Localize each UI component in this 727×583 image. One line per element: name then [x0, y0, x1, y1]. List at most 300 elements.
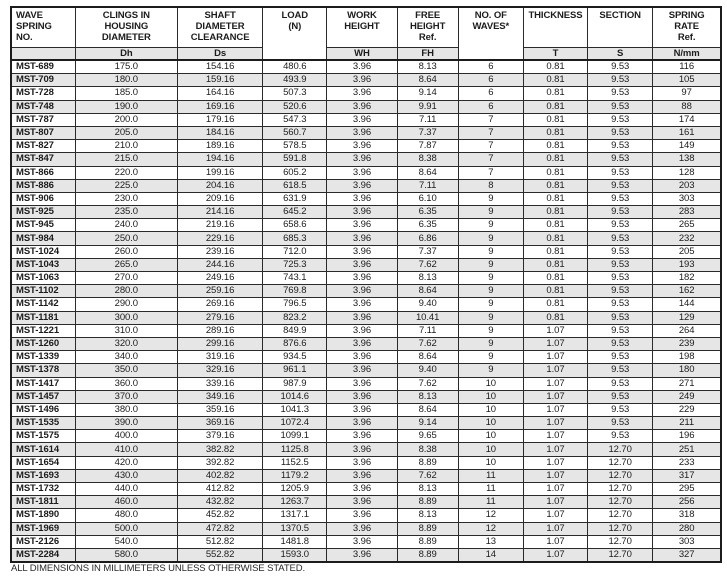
column-subheader-section: S — [588, 48, 653, 61]
value-cell: 380.0 — [75, 403, 177, 416]
part-number-cell: MST-748 — [11, 100, 75, 113]
value-cell: 225.0 — [75, 179, 177, 192]
column-subheader-shaft-diameter-clearance: Ds — [177, 48, 262, 61]
value-cell: 7 — [458, 113, 523, 126]
value-cell: 1.07 — [523, 548, 587, 562]
value-cell: 9.53 — [588, 179, 653, 192]
table-row — [11, 206, 721, 219]
value-cell: 12.70 — [588, 522, 653, 535]
value-cell: 382.82 — [177, 443, 262, 456]
value-cell: 9.14 — [397, 87, 458, 100]
part-number-cell: MST-1890 — [11, 509, 75, 522]
value-cell: 240.0 — [75, 219, 177, 232]
value-cell: 3.96 — [327, 272, 397, 285]
value-cell: 8.64 — [397, 74, 458, 87]
value-cell: 9 — [458, 192, 523, 205]
value-cell: 472.82 — [177, 522, 262, 535]
table-row — [11, 469, 721, 482]
part-number-cell: MST-787 — [11, 113, 75, 126]
column-subheader-wave-spring-no — [11, 48, 75, 61]
value-cell: 349.16 — [177, 390, 262, 403]
table-row — [11, 456, 721, 469]
part-number-cell: MST-2284 — [11, 548, 75, 562]
value-cell: 3.96 — [327, 206, 397, 219]
column-header-clings-in-housing-diameter: CLINGS IN HOUSING DIAMETER — [75, 7, 177, 48]
value-cell: 264 — [653, 324, 721, 337]
value-cell: 3.96 — [327, 351, 397, 364]
value-cell: 1.07 — [523, 535, 587, 548]
value-cell: 8 — [458, 179, 523, 192]
value-cell: 0.81 — [523, 272, 587, 285]
value-cell: 7.37 — [397, 245, 458, 258]
table-row — [11, 285, 721, 298]
value-cell: 1370.5 — [263, 522, 327, 535]
value-cell: 203 — [653, 179, 721, 192]
value-cell: 105 — [653, 74, 721, 87]
wave-spring-spec-table — [10, 6, 722, 563]
value-cell: 360.0 — [75, 377, 177, 390]
value-cell: 9.53 — [588, 272, 653, 285]
value-cell: 1.07 — [523, 522, 587, 535]
value-cell: 1179.2 — [263, 469, 327, 482]
value-cell: 128 — [653, 166, 721, 179]
value-cell: 295 — [653, 483, 721, 496]
value-cell: 3.96 — [327, 298, 397, 311]
value-cell: 402.82 — [177, 469, 262, 482]
value-cell: 3.96 — [327, 337, 397, 350]
value-cell: 7 — [458, 140, 523, 153]
table-body — [11, 60, 721, 562]
value-cell: 9.53 — [588, 337, 653, 350]
value-cell: 420.0 — [75, 456, 177, 469]
value-cell: 849.9 — [263, 324, 327, 337]
value-cell: 8.13 — [397, 272, 458, 285]
table-row — [11, 364, 721, 377]
table-row — [11, 324, 721, 337]
value-cell: 3.96 — [327, 377, 397, 390]
value-cell: 8.64 — [397, 166, 458, 179]
value-cell: 7 — [458, 153, 523, 166]
table-row — [11, 430, 721, 443]
part-number-cell: MST-1102 — [11, 285, 75, 298]
value-cell: 1.07 — [523, 417, 587, 430]
value-cell: 14 — [458, 548, 523, 562]
value-cell: 8.13 — [397, 483, 458, 496]
value-cell: 283 — [653, 206, 721, 219]
value-cell: 3.96 — [327, 535, 397, 548]
table-row — [11, 522, 721, 535]
value-cell: 370.0 — [75, 390, 177, 403]
value-cell: 3.96 — [327, 179, 397, 192]
value-cell: 232 — [653, 232, 721, 245]
value-cell: 9.53 — [588, 126, 653, 139]
value-cell: 8.89 — [397, 548, 458, 562]
value-cell: 410.0 — [75, 443, 177, 456]
value-cell: 3.96 — [327, 219, 397, 232]
value-cell: 480.6 — [263, 60, 327, 74]
value-cell: 9.53 — [588, 298, 653, 311]
value-cell: 9 — [458, 258, 523, 271]
value-cell: 1.07 — [523, 390, 587, 403]
value-cell: 9.53 — [588, 377, 653, 390]
column-header-spring-rate-ref: SPRING RATE Ref. — [653, 7, 721, 48]
value-cell: 359.16 — [177, 403, 262, 416]
value-cell: 211 — [653, 417, 721, 430]
value-cell: 1099.1 — [263, 430, 327, 443]
value-cell: 8.64 — [397, 351, 458, 364]
value-cell: 7.11 — [397, 113, 458, 126]
value-cell: 547.3 — [263, 113, 327, 126]
value-cell: 303 — [653, 192, 721, 205]
table-row — [11, 483, 721, 496]
value-cell: 0.81 — [523, 298, 587, 311]
value-cell: 9 — [458, 351, 523, 364]
part-number-cell: MST-1732 — [11, 483, 75, 496]
value-cell: 591.8 — [263, 153, 327, 166]
part-number-cell: MST-827 — [11, 140, 75, 153]
value-cell: 12.70 — [588, 509, 653, 522]
value-cell: 6 — [458, 60, 523, 74]
value-cell: 129 — [653, 311, 721, 324]
value-cell: 175.0 — [75, 60, 177, 74]
value-cell: 1125.8 — [263, 443, 327, 456]
value-cell: 9 — [458, 311, 523, 324]
value-cell: 1152.5 — [263, 456, 327, 469]
part-number-cell: MST-1496 — [11, 403, 75, 416]
value-cell: 1014.6 — [263, 390, 327, 403]
value-cell: 0.81 — [523, 219, 587, 232]
value-cell: 0.81 — [523, 100, 587, 113]
value-cell: 0.81 — [523, 74, 587, 87]
value-cell: 0.81 — [523, 192, 587, 205]
value-cell: 210.0 — [75, 140, 177, 153]
value-cell: 3.96 — [327, 100, 397, 113]
column-header-shaft-diameter-clearance: SHAFT DIAMETER CLEARANCE — [177, 7, 262, 48]
value-cell: 934.5 — [263, 351, 327, 364]
value-cell: 9.53 — [588, 166, 653, 179]
value-cell: 9 — [458, 364, 523, 377]
value-cell: 1.07 — [523, 443, 587, 456]
value-cell: 8.89 — [397, 456, 458, 469]
value-cell: 9.53 — [588, 324, 653, 337]
part-number-cell: MST-2126 — [11, 535, 75, 548]
value-cell: 144 — [653, 298, 721, 311]
table-row — [11, 192, 721, 205]
value-cell: 196 — [653, 430, 721, 443]
value-cell: 319.16 — [177, 351, 262, 364]
part-number-cell: MST-1457 — [11, 390, 75, 403]
value-cell: 10 — [458, 417, 523, 430]
value-cell: 987.9 — [263, 377, 327, 390]
value-cell: 249.16 — [177, 272, 262, 285]
value-cell: 0.81 — [523, 153, 587, 166]
table-row — [11, 403, 721, 416]
value-cell: 3.96 — [327, 74, 397, 87]
value-cell: 251 — [653, 443, 721, 456]
value-cell: 1.07 — [523, 456, 587, 469]
table-row — [11, 179, 721, 192]
value-cell: 12 — [458, 509, 523, 522]
column-header-free-height-ref: FREE HEIGHT Ref. — [397, 7, 458, 48]
part-number-cell: MST-1535 — [11, 417, 75, 430]
value-cell: 1.07 — [523, 496, 587, 509]
value-cell: 11 — [458, 496, 523, 509]
value-cell: 220.0 — [75, 166, 177, 179]
part-number-cell: MST-807 — [11, 126, 75, 139]
part-number-cell: MST-984 — [11, 232, 75, 245]
table-row — [11, 496, 721, 509]
value-cell: 161 — [653, 126, 721, 139]
part-number-cell: MST-728 — [11, 87, 75, 100]
value-cell: 7.11 — [397, 179, 458, 192]
value-cell: 580.0 — [75, 548, 177, 562]
value-cell: 9.53 — [588, 417, 653, 430]
value-cell: 9.53 — [588, 232, 653, 245]
column-subheader-thickness: T — [523, 48, 587, 61]
value-cell: 9 — [458, 219, 523, 232]
value-cell: 1205.9 — [263, 483, 327, 496]
value-cell: 1.07 — [523, 469, 587, 482]
value-cell: 552.82 — [177, 548, 262, 562]
value-cell: 618.5 — [263, 179, 327, 192]
value-cell: 392.82 — [177, 456, 262, 469]
value-cell: 265 — [653, 219, 721, 232]
value-cell: 9.53 — [588, 285, 653, 298]
value-cell: 769.8 — [263, 285, 327, 298]
value-cell: 10 — [458, 377, 523, 390]
value-cell: 1317.1 — [263, 509, 327, 522]
part-number-cell: MST-1024 — [11, 245, 75, 258]
value-cell: 3.96 — [327, 364, 397, 377]
value-cell: 3.96 — [327, 311, 397, 324]
value-cell: 239 — [653, 337, 721, 350]
value-cell: 1481.8 — [263, 535, 327, 548]
value-cell: 8.64 — [397, 285, 458, 298]
value-cell: 432.82 — [177, 496, 262, 509]
value-cell: 3.96 — [327, 60, 397, 74]
value-cell: 320.0 — [75, 337, 177, 350]
value-cell: 9 — [458, 232, 523, 245]
table-row — [11, 140, 721, 153]
column-subheader-free-height-ref: FH — [397, 48, 458, 61]
part-number-cell: MST-1260 — [11, 337, 75, 350]
part-number-cell: MST-886 — [11, 179, 75, 192]
value-cell: 317 — [653, 469, 721, 482]
value-cell: 9.53 — [588, 403, 653, 416]
value-cell: 3.96 — [327, 443, 397, 456]
value-cell: 8.13 — [397, 60, 458, 74]
value-cell: 7 — [458, 126, 523, 139]
value-cell: 9.91 — [397, 100, 458, 113]
value-cell: 658.6 — [263, 219, 327, 232]
table-row — [11, 60, 721, 74]
value-cell: 256 — [653, 496, 721, 509]
part-number-cell: MST-1575 — [11, 430, 75, 443]
value-cell: 9.53 — [588, 140, 653, 153]
value-cell: 280.0 — [75, 285, 177, 298]
value-cell: 244.16 — [177, 258, 262, 271]
value-cell: 3.96 — [327, 522, 397, 535]
value-cell: 1.07 — [523, 351, 587, 364]
value-cell: 219.16 — [177, 219, 262, 232]
value-cell: 280 — [653, 522, 721, 535]
value-cell: 9.65 — [397, 430, 458, 443]
value-cell: 823.2 — [263, 311, 327, 324]
value-cell: 3.96 — [327, 324, 397, 337]
value-cell: 12.70 — [588, 443, 653, 456]
value-cell: 214.16 — [177, 206, 262, 219]
part-number-cell: MST-906 — [11, 192, 75, 205]
value-cell: 493.9 — [263, 74, 327, 87]
value-cell: 725.3 — [263, 258, 327, 271]
value-cell: 3.96 — [327, 417, 397, 430]
value-cell: 162 — [653, 285, 721, 298]
value-cell: 400.0 — [75, 430, 177, 443]
value-cell: 289.16 — [177, 324, 262, 337]
value-cell: 9.40 — [397, 298, 458, 311]
value-cell: 9.53 — [588, 87, 653, 100]
table-head — [11, 7, 721, 60]
table-row — [11, 113, 721, 126]
value-cell: 327 — [653, 548, 721, 562]
value-cell: 3.96 — [327, 548, 397, 562]
value-cell: 9.53 — [588, 206, 653, 219]
value-cell: 9 — [458, 272, 523, 285]
value-cell: 230.0 — [75, 192, 177, 205]
table-row — [11, 126, 721, 139]
part-number-cell: MST-1043 — [11, 258, 75, 271]
part-number-cell: MST-1417 — [11, 377, 75, 390]
value-cell: 6 — [458, 74, 523, 87]
table-row — [11, 245, 721, 258]
value-cell: 7.11 — [397, 324, 458, 337]
value-cell: 9.53 — [588, 245, 653, 258]
part-number-cell: MST-945 — [11, 219, 75, 232]
table-row — [11, 509, 721, 522]
value-cell: 1.07 — [523, 483, 587, 496]
value-cell: 290.0 — [75, 298, 177, 311]
value-cell: 0.81 — [523, 311, 587, 324]
table-row — [11, 153, 721, 166]
value-cell: 194.16 — [177, 153, 262, 166]
value-cell: 10 — [458, 403, 523, 416]
value-cell: 3.96 — [327, 403, 397, 416]
value-cell: 159.16 — [177, 74, 262, 87]
value-cell: 169.16 — [177, 100, 262, 113]
value-cell: 9 — [458, 298, 523, 311]
dimensions-footnote: ALL DIMENSIONS IN MILLIMETERS UNLESS OTHERWISE STATED. — [11, 563, 306, 574]
value-cell: 6 — [458, 100, 523, 113]
table-row — [11, 311, 721, 324]
value-cell: 560.7 — [263, 126, 327, 139]
value-cell: 796.5 — [263, 298, 327, 311]
column-header-no-of-waves: NO. OF WAVES* — [458, 7, 523, 60]
value-cell: 430.0 — [75, 469, 177, 482]
table-row — [11, 87, 721, 100]
value-cell: 3.96 — [327, 469, 397, 482]
part-number-cell: MST-925 — [11, 206, 75, 219]
value-cell: 12.70 — [588, 483, 653, 496]
value-cell: 8.64 — [397, 403, 458, 416]
value-cell: 10.41 — [397, 311, 458, 324]
part-number-cell: MST-1142 — [11, 298, 75, 311]
value-cell: 9.40 — [397, 364, 458, 377]
part-number-cell: MST-1181 — [11, 311, 75, 324]
value-cell: 480.0 — [75, 509, 177, 522]
table-row — [11, 298, 721, 311]
value-cell: 0.81 — [523, 113, 587, 126]
table-row — [11, 417, 721, 430]
value-cell: 8.38 — [397, 443, 458, 456]
part-number-cell: MST-1339 — [11, 351, 75, 364]
value-cell: 12 — [458, 522, 523, 535]
value-cell: 0.81 — [523, 60, 587, 74]
value-cell: 329.16 — [177, 364, 262, 377]
value-cell: 11 — [458, 469, 523, 482]
table-row — [11, 219, 721, 232]
value-cell: 7.62 — [397, 469, 458, 482]
value-cell: 185.0 — [75, 87, 177, 100]
value-cell: 180.0 — [75, 74, 177, 87]
value-cell: 412.82 — [177, 483, 262, 496]
value-cell: 0.81 — [523, 285, 587, 298]
value-cell: 9 — [458, 285, 523, 298]
column-header-work-height: WORK HEIGHT — [327, 7, 397, 48]
table-row — [11, 100, 721, 113]
value-cell: 10 — [458, 456, 523, 469]
value-cell: 12.70 — [588, 496, 653, 509]
value-cell: 7.62 — [397, 377, 458, 390]
value-cell: 6.35 — [397, 206, 458, 219]
column-header-load-n: LOAD (N) — [263, 7, 327, 60]
value-cell: 3.96 — [327, 113, 397, 126]
value-cell: 9.53 — [588, 113, 653, 126]
value-cell: 299.16 — [177, 337, 262, 350]
value-cell: 9.53 — [588, 311, 653, 324]
value-cell: 507.3 — [263, 87, 327, 100]
value-cell: 1.07 — [523, 364, 587, 377]
table-row — [11, 443, 721, 456]
value-cell: 1.07 — [523, 324, 587, 337]
value-cell: 9.53 — [588, 153, 653, 166]
value-cell: 310.0 — [75, 324, 177, 337]
value-cell: 215.0 — [75, 153, 177, 166]
value-cell: 229 — [653, 403, 721, 416]
value-cell: 3.96 — [327, 126, 397, 139]
part-number-cell: MST-709 — [11, 74, 75, 87]
value-cell: 3.96 — [327, 87, 397, 100]
value-cell: 876.6 — [263, 337, 327, 350]
value-cell: 9.53 — [588, 60, 653, 74]
part-number-cell: MST-1811 — [11, 496, 75, 509]
value-cell: 9.53 — [588, 258, 653, 271]
value-cell: 9.53 — [588, 364, 653, 377]
value-cell: 209.16 — [177, 192, 262, 205]
value-cell: 189.16 — [177, 140, 262, 153]
value-cell: 1.07 — [523, 403, 587, 416]
value-cell: 9 — [458, 245, 523, 258]
value-cell: 3.96 — [327, 258, 397, 271]
value-cell: 0.81 — [523, 258, 587, 271]
value-cell: 0.81 — [523, 140, 587, 153]
value-cell: 180 — [653, 364, 721, 377]
value-cell: 440.0 — [75, 483, 177, 496]
value-cell: 9.53 — [588, 351, 653, 364]
value-cell: 512.82 — [177, 535, 262, 548]
value-cell: 6 — [458, 87, 523, 100]
value-cell: 961.1 — [263, 364, 327, 377]
value-cell: 7 — [458, 166, 523, 179]
